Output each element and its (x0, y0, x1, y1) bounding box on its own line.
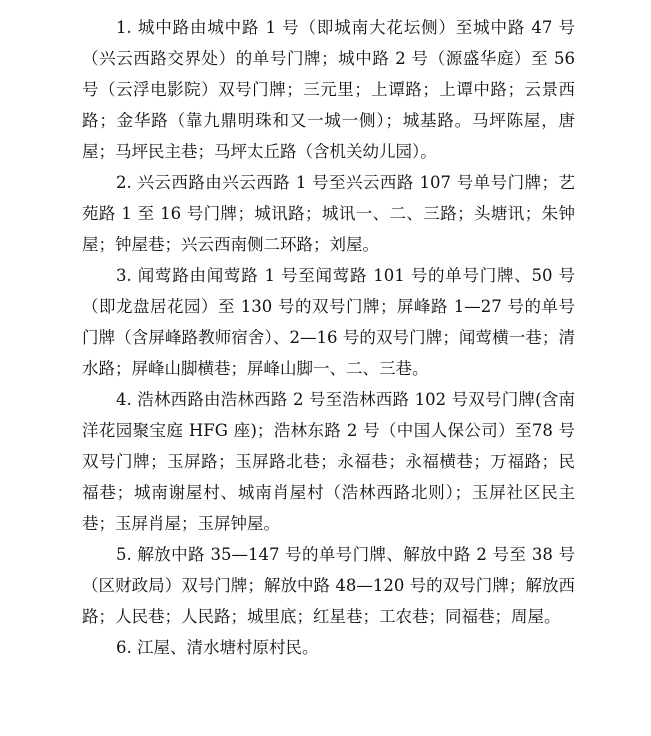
paragraph-1: 1. 城中路由城中路 1 号（即城南大花坛侧）至城中路 47 号（兴云西路交界处）的单号门牌；城中路 2 号（源盛华庭）至 56 号（云浮电影院）双号门牌；三元里；上谭路；上谭中路；云景西路；金华路（靠九鼎明珠和又一城一侧）；城基路。马坪陈屋，唐屋；马坪民主巷；马坪太丘路（含机关幼儿园）。 (82, 18, 575, 161)
paragraph-2: 2. 兴云西路由兴云西路 1 号至兴云西路 107 号单号门牌；艺苑路 1 至 16 号门牌；城讯路；城讯一、二、三路；头塘讯；朱钟屋；钟屋巷；兴云西南侧二环路；刘屋。 (82, 173, 575, 254)
paragraph-6: 6. 江屋、清水塘村原村民。 (116, 638, 319, 657)
paragraph-5: 5. 解放中路 35—147 号的单号门牌、解放中路 2 号至 38 号（区财政局）双号门牌；解放中路 48—120 号的双号门牌；解放西路；人民巷；人民路；城里底；红星巷；工农巷；同福巷；周屋。 (82, 545, 575, 626)
paragraph-4: 4. 浩林西路由浩林西路 2 号至浩林西路 102 号双号门牌(含南洋花园聚宝庭 HFG 座)；浩林东路 2 号（中国人保公司）至78 号双号门牌；玉屏路；玉屏路北巷；永福巷；永福横巷；万福路；民福巷；城南谢屋村、城南肖屋村（浩林西路北则）；玉屏社区民主巷；玉屏肖屋；玉屏钟屋。 (82, 390, 575, 533)
document-body (82, 12, 575, 663)
paragraph-3: 3. 闻莺路由闻莺路 1 号至闻莺路 101 号的单号门牌、50 号（即龙盘居花园）至 130 号的双号门牌；屏峰路 1—27 号的单号门牌（含屏峰路教师宿舍）、2—16 号的双号门牌；闻莺横一巷；清水路；屏峰山脚横巷；屏峰山脚一、二、三巷。 (82, 266, 575, 378)
